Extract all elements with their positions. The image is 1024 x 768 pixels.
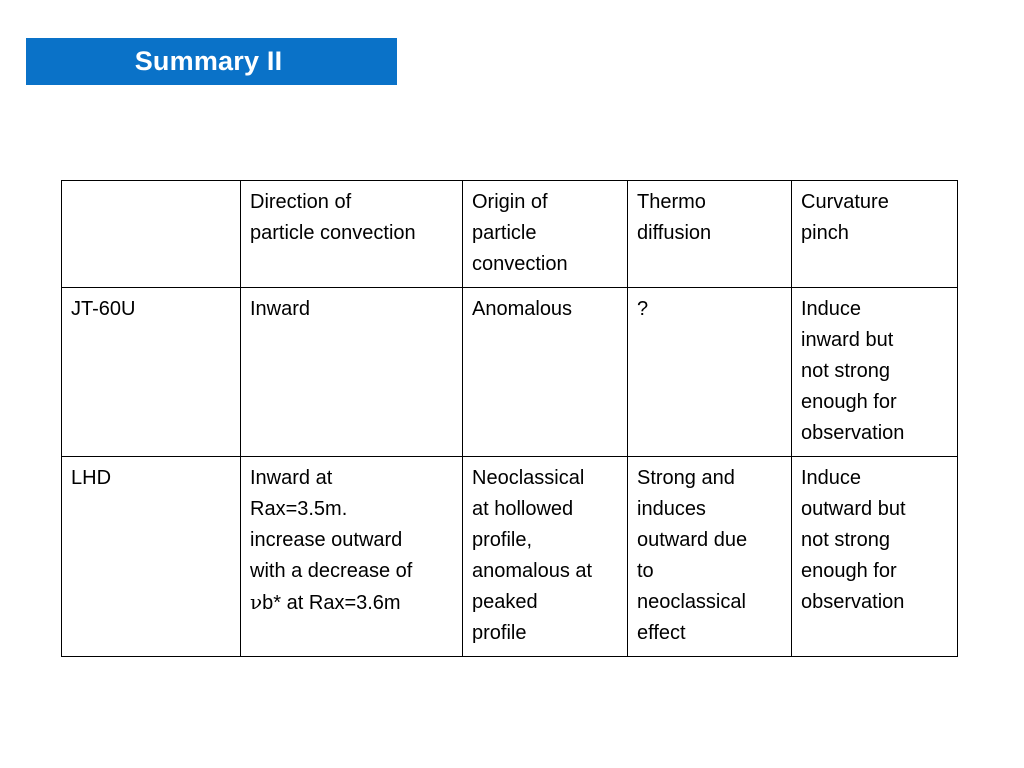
cell-device: JT-60U (62, 288, 241, 457)
cell-device: LHD (62, 457, 241, 657)
header-cell-direction: Direction of particle convection (241, 181, 463, 288)
cell-origin: Anomalous (463, 288, 628, 457)
header-cell-origin: Origin of particle convection (463, 181, 628, 288)
header-cell-thermo: Thermo diffusion (628, 181, 792, 288)
header-cell-empty (62, 181, 241, 288)
title-bar (26, 38, 397, 85)
cell-direction (241, 457, 463, 657)
direction-text-post: b* at Rax=3.6m (262, 592, 401, 614)
cell-curvature: Induce inward but not strong enough for observation (792, 288, 958, 457)
table-row-lhd (62, 457, 958, 657)
header-cell-curvature: Curvature pinch (792, 181, 958, 288)
cell-origin: Neoclassical at hollowed profile, anomalous at peaked profile (463, 457, 628, 657)
cell-thermo: Strong and induces outward due to neoclassical effect (628, 457, 792, 657)
cell-direction: Inward (241, 288, 463, 457)
summary-table (61, 180, 958, 657)
direction-text-pre: Inward at Rax=3.5m. increase outward with a decrease of (250, 467, 413, 582)
nu-symbol: ν (250, 590, 263, 614)
cell-curvature: Induce outward but not strong enough for observation (792, 457, 958, 657)
cell-thermo: ? (628, 288, 792, 457)
table-header-row (62, 181, 958, 288)
slide-title: Summary II (134, 46, 283, 76)
table-row-jt60u (62, 288, 958, 457)
